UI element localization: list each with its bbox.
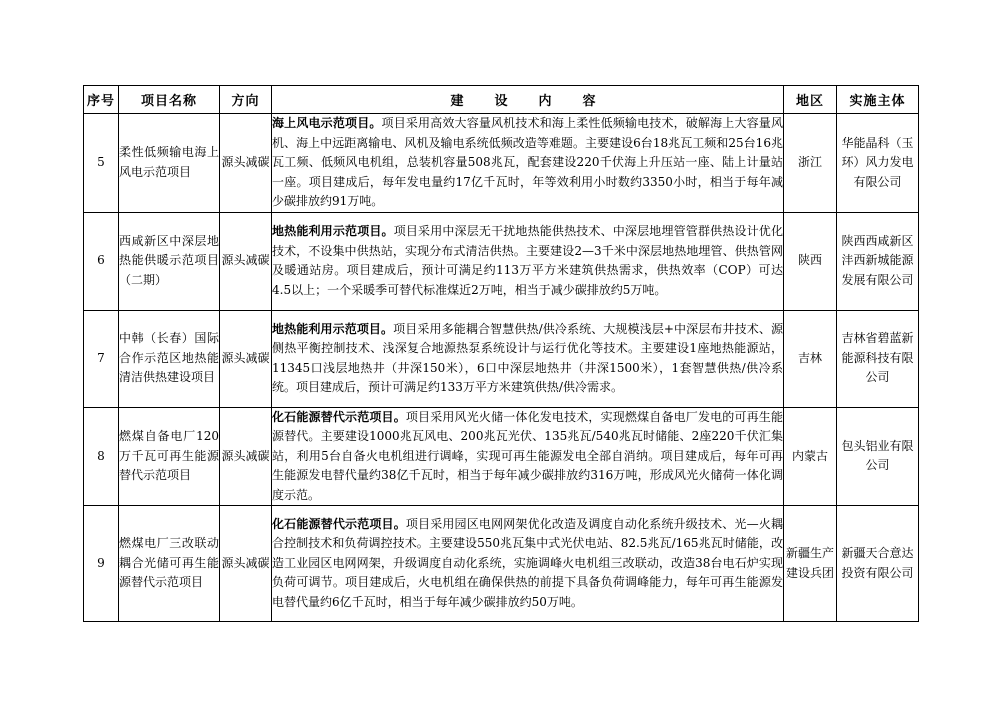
row-direction: 源头减碳	[220, 114, 272, 213]
row-serial: 6	[84, 212, 119, 310]
row-content-title: 地热能利用示范项目。	[272, 224, 394, 238]
table-row	[84, 310, 919, 407]
table-row	[84, 407, 919, 506]
row-region: 吉林	[784, 310, 837, 407]
header-project-name: 项目名称	[119, 86, 220, 114]
row-serial: 7	[84, 310, 119, 407]
row-project-name: 燃煤自备电厂120万千瓦可再生能源替代示范项目	[119, 407, 220, 506]
row-content	[272, 212, 784, 310]
row-serial: 8	[84, 407, 119, 506]
row-content-text: 项目采用中深层无干扰地热能供热技术、中深层地埋管管群供热设计优化技术，不设集中供热站，实现分布式清洁供热。主要建设2—3千米中深层地热地埋管、供热管网及暖通站房。项目建成后，预计可满足约113万平方米建筑供热需求，供热效率（COP）可达4.5以上；一个采暖季可替代标准煤近2万吨，相当于减少碳排放约5万吨。	[272, 224, 783, 297]
header-construction-content: 建 设 内 容	[272, 86, 784, 114]
row-content	[272, 506, 784, 622]
row-implementer: 包头铝业有限公司	[837, 407, 919, 506]
table-row	[84, 506, 919, 622]
row-region: 陕西	[784, 212, 837, 310]
row-content-text: 项目采用风光火储一体化发电技术，实现燃煤自备电厂发电的可再生能源替代。主要建设1000兆瓦风电、200兆瓦光伏、135兆瓦/540兆瓦时储能、2座220千伏汇集站，利用5台自备火电机组进行调峰，实现可再生能源发电全部自消纳。项目建成后，每年可再生能源发电替代量约38亿千瓦时，相当于每年减少碳排放约316万吨，形成风光火储荷一体化调度示范。	[272, 409, 783, 502]
row-content-title: 海上风电示范项目。	[272, 116, 382, 130]
row-implementer: 吉林省碧蓝新能源科技有限公司	[837, 310, 919, 407]
table-row	[84, 114, 919, 213]
row-project-name: 中韩（长春）国际合作示范区地热能清洁供热建设项目	[119, 310, 220, 407]
header-region: 地区	[784, 86, 837, 114]
row-project-name: 燃煤电厂三改联动耦合光储可再生能源替代示范项目	[119, 506, 220, 622]
table-row	[84, 212, 919, 310]
row-project-name: 西咸新区中深层地热能供暖示范项目（二期）	[119, 212, 220, 310]
table-body	[84, 114, 919, 622]
row-direction: 源头减碳	[220, 212, 272, 310]
header-row	[84, 86, 919, 114]
header-implementer: 实施主体	[837, 86, 919, 114]
header-direction: 方向	[220, 86, 272, 114]
row-content-text: 项目采用高效大容量风机技术和海上柔性低频输电技术，破解海上大容量风机、海上中远距离输电、风机及输电系统低频改造等难题。主要建设6台18兆瓦工频和25台16兆瓦工频、低频风电机组，总装机容量508兆瓦，配套建设220千伏海上升压站一座、陆上计量站一座。项目建成后，每年发电量约17亿千瓦时，年等效利用小时数约3350小时，相当于每年减少碳排放约91万吨。	[272, 116, 783, 208]
row-content-title: 地热能利用示范项目。	[272, 321, 394, 336]
row-region: 内蒙古	[784, 407, 837, 506]
row-content	[272, 114, 784, 213]
row-project-name: 柔性低频输电海上风电示范项目	[119, 114, 220, 213]
row-implementer: 陕西西咸新区沣西新城能源发展有限公司	[837, 212, 919, 310]
row-implementer: 新疆天合意达投资有限公司	[837, 506, 919, 622]
row-direction: 源头减碳	[220, 506, 272, 622]
row-region: 浙江	[784, 114, 837, 213]
row-content	[272, 407, 784, 506]
row-serial: 9	[84, 506, 119, 622]
project-table	[83, 85, 919, 622]
row-content-text: 项目采用多能耦合智慧供热/供冷系统、大规模浅层+中深层布井技术、源侧热平衡控制技术、浅深复合地源热泵系统设计与运行优化等技术。主要建设1座地热能源站，11345口浅层地热井（井深150米），6口中深层地热井（井深1500米），1套智慧供热/供冷系统。项目建成后，预计可满足约133万平方米建筑供热/供冷需求。	[272, 321, 783, 394]
row-content-text: 项目采用园区电网网架优化改造及调度自动化系统升级技术、光—火耦合控制技术和负荷调控技术。主要建设550兆瓦集中式光伏电站、82.5兆瓦/165兆瓦时储能，改造工业园区电网网架，升级调度自动化系统，实施调峰火电机组三改联动，改造38台电石炉实现负荷可调节。项目建成后，火电机组在确保供热的前提下具备负荷调峰能力，每年可再生能源发电替代量约6亿千瓦时，相当于每年减少碳排放约50万吨。	[272, 516, 783, 609]
row-content-title: 化石能源替代示范项目。	[272, 516, 406, 531]
row-content	[272, 310, 784, 407]
row-implementer: 华能晶科（玉环）风力发电有限公司	[837, 114, 919, 213]
table-header	[84, 86, 919, 114]
header-serial: 序号	[84, 86, 119, 114]
row-direction: 源头减碳	[220, 310, 272, 407]
row-region: 新疆生产建设兵团	[784, 506, 837, 622]
row-direction: 源头减碳	[220, 407, 272, 506]
row-content-title: 化石能源替代示范项目。	[272, 409, 406, 424]
row-serial: 5	[84, 114, 119, 213]
